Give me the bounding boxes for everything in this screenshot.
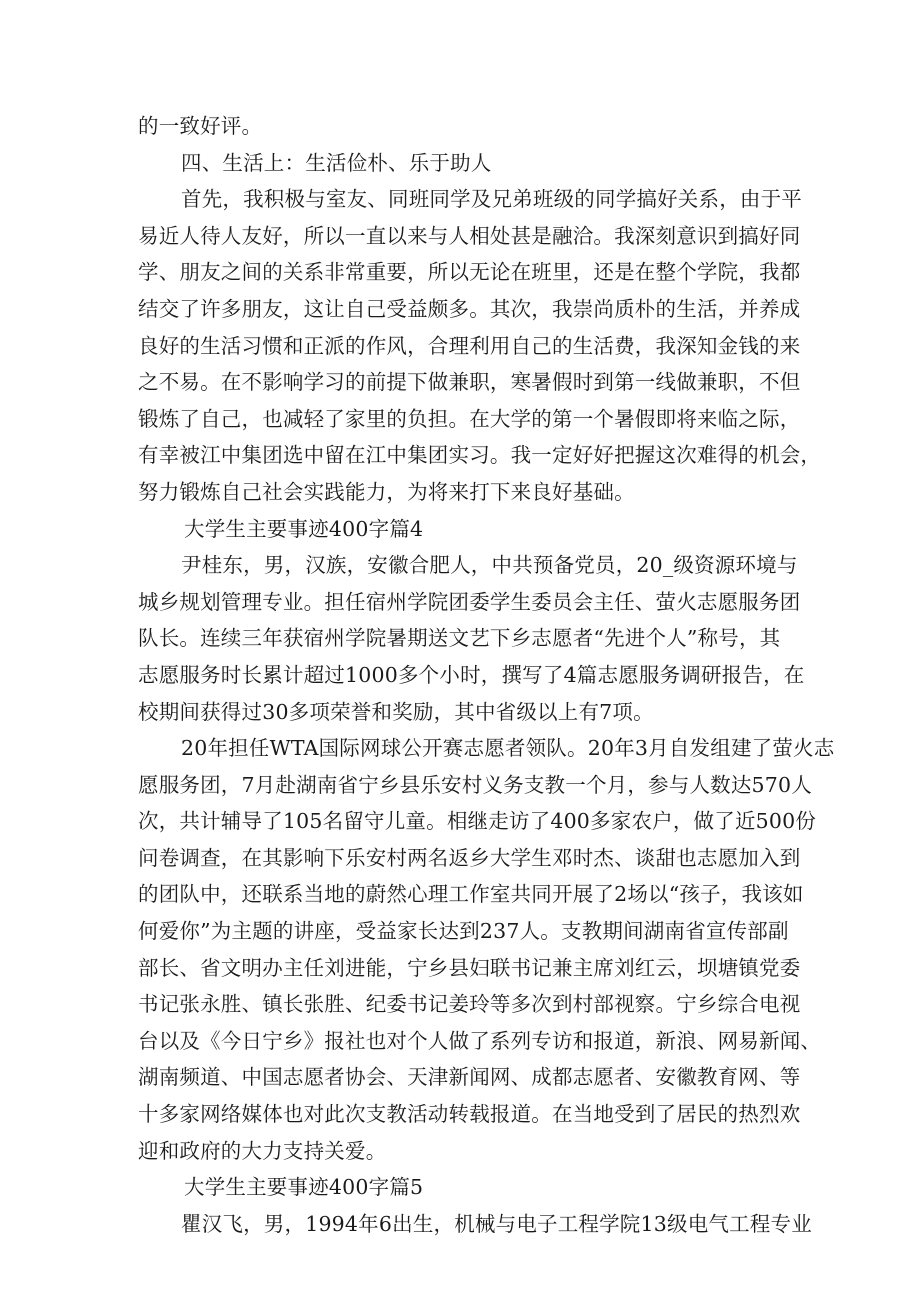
text-line: 次，共计辅导了105名留守儿童。相继走访了400多家农户，做了近500份 <box>138 809 817 834</box>
text-line: 有幸被江中集团选中留在江中集团实习。我一定好好把握这次难得的机会， <box>138 443 822 468</box>
text-line: 队长。连续三年获宿州学院暑期送文艺下乡志愿者“先进个人”称号，其 <box>138 626 781 651</box>
text-line: 四、生活上：生活俭朴、乐于助人 <box>181 150 492 175</box>
text-line: 迎和政府的大力支持关爱。 <box>138 1138 387 1163</box>
text-line: 城乡规划管理专业。担任宿州学院团委学生委员会主任、萤火志愿服务团 <box>138 589 801 614</box>
text-line: 瞿汉飞，男，1994年6出生，机械与电子工程学院13级电气工程专业 <box>181 1211 812 1236</box>
text-line: 20年担任WTA国际网球公开赛志愿者领队。20年3月自发组建了萤火志 <box>181 736 835 761</box>
text-line: 易近人待人友好，所以一直以来与人相处甚是融洽。我深刻意识到搞好同 <box>138 223 801 248</box>
document-page <box>138 108 835 1242</box>
text-line: 问卷调查，在其影响下乐安村两名返乡大学生邓时杰、谈甜也志愿加入到 <box>138 845 801 870</box>
text-line: 首先，我积极与室友、同班同学及兄弟班级的同学搞好关系，由于平 <box>181 187 802 212</box>
text-line: 部长、省文明办主任刘进能，宁乡县妇联书记兼主席刘红云，坝塘镇党委 <box>138 955 801 980</box>
text-line: 书记张永胜、镇长张胜、纪委书记姜玲等多次到村部视察。宁乡综合电视 <box>138 992 801 1017</box>
text-line: 努力锻炼自己社会实践能力，为将来打下来良好基础。 <box>138 479 635 504</box>
text-line: 台以及《今日宁乡》报社也对个人做了系列专访和报道，新浪、网易新闻、 <box>138 1028 822 1053</box>
text-line: 的团队中，还联系当地的蔚然心理工作室共同开展了2场以“孩子，我该如 <box>138 882 804 907</box>
text-line: 之不易。在不影响学习的前提下做兼职，寒暑假时到第一线做兼职，不但 <box>138 370 801 395</box>
text-line: 湖南频道、中国志愿者协会、天津新闻网、成都志愿者、安徽教育网、等 <box>138 1065 801 1090</box>
text-line: 愿服务团，7月赴湖南省宁乡县乐安村义务支教一个月，参与人数达570人 <box>138 772 812 797</box>
section-heading: 大学生主要事迹400字篇5 <box>184 1175 424 1200</box>
text-line: 良好的生活习惯和正派的作风，合理利用自己的生活费，我深知金钱的来 <box>138 333 801 358</box>
text-line: 何爱你”为主题的讲座，受益家长达到237人。支教期间湖南省宣传部副 <box>138 919 789 944</box>
text-line: 锻炼了自己，也减轻了家里的负担。在大学的第一个暑假即将来临之际， <box>138 406 801 431</box>
text-line: 十多家网络媒体也对此次支教活动转载报道。在当地受到了居民的热烈欢 <box>138 1102 801 1127</box>
text-line: 结交了许多朋友，这让自己受益颇多。其次，我崇尚质朴的生活，并养成 <box>138 296 801 321</box>
text-line: 志愿服务时长累计超过1000多个小时，撰写了4篇志愿服务调研报告，在 <box>138 662 805 687</box>
text-line: 学、朋友之间的关系非常重要，所以无论在班里，还是在整个学院，我都 <box>138 260 801 285</box>
section-heading: 大学生主要事迹400字篇4 <box>184 516 424 541</box>
text-line: 尹桂东，男，汉族，安徽合肥人，中共预备党员，20_级资源环境与 <box>181 553 798 578</box>
text-line: 的一致好评。 <box>138 114 263 138</box>
text-line: 校期间获得过30多项荣誉和奖励，其中省级以上有7项。 <box>138 699 654 724</box>
